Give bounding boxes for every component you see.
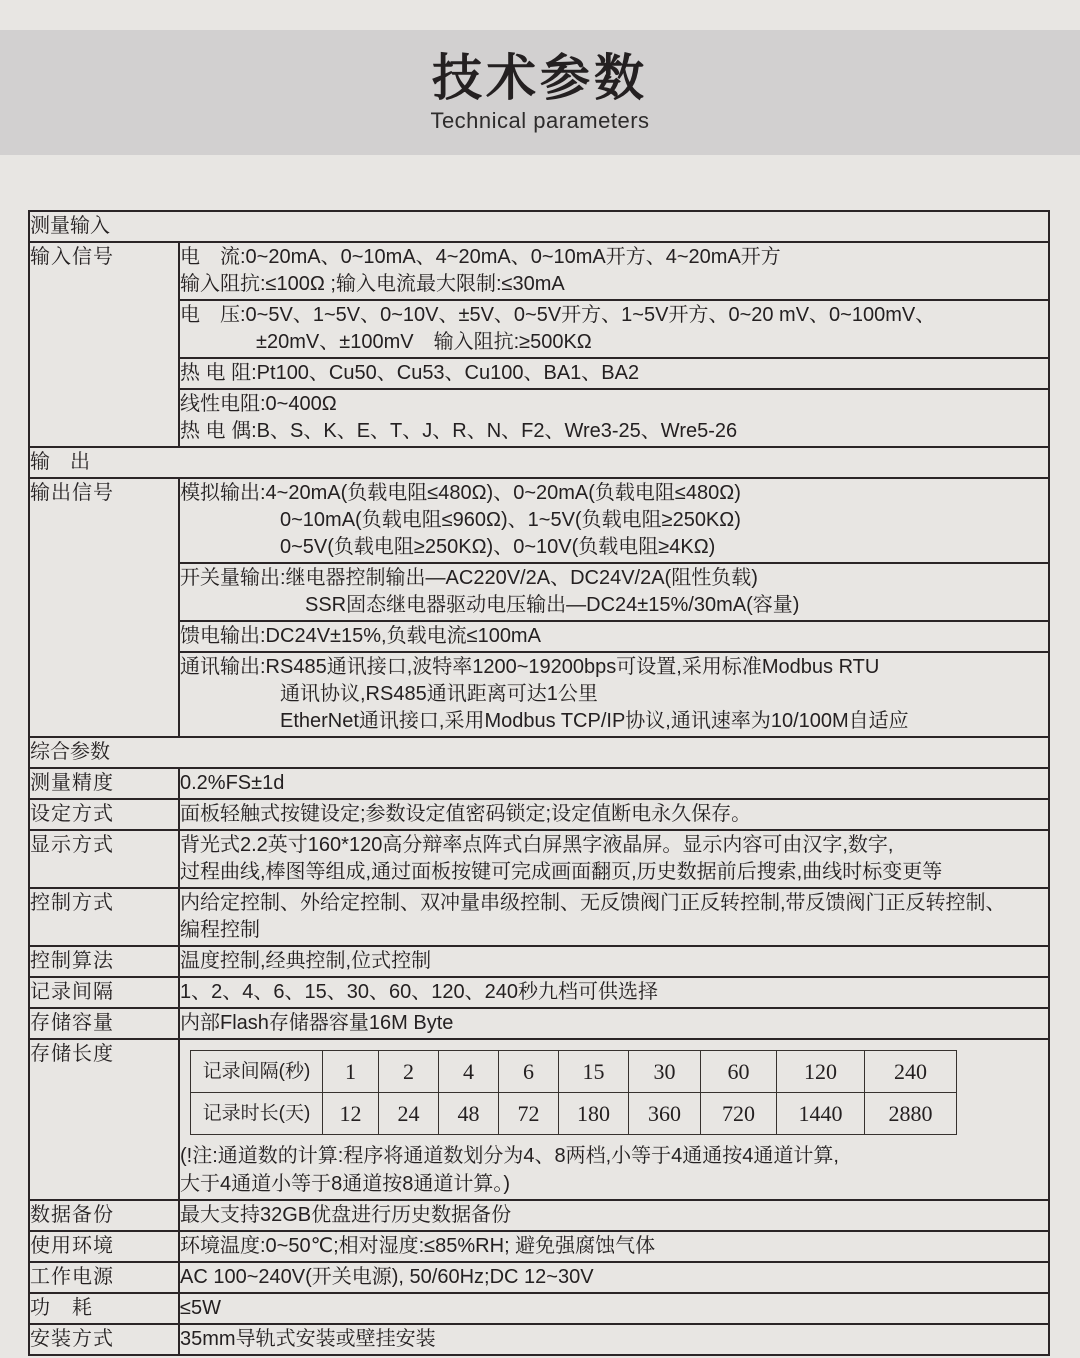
row-storage-capacity (29, 1008, 1049, 1039)
row-input-voltage (29, 300, 1049, 358)
storage-duration-row (191, 1093, 957, 1135)
cell-control-algo (179, 946, 1049, 977)
row-label-backup: 数据备份 (29, 1200, 179, 1231)
row-label-storage-length: 存储长度 (29, 1039, 179, 1200)
row-label-consumption: 功 耗 (29, 1293, 179, 1324)
spec-line-switch-1: 开关量输出:继电器控制输出—AC220V/2A、DC24V/2A(阻性负载) (180, 567, 758, 589)
cell-record-interval (179, 977, 1049, 1008)
row-output-switch (29, 563, 1049, 621)
cell-environment (179, 1231, 1049, 1262)
duration-value: 720 (701, 1093, 777, 1135)
cell-output-switch (179, 563, 1049, 621)
cell-accuracy (179, 768, 1049, 799)
interval-value: 4 (439, 1051, 499, 1093)
interval-value: 2 (379, 1051, 439, 1093)
row-label-display: 显示方式 (29, 830, 179, 888)
duration-value: 1440 (777, 1093, 865, 1135)
spec-line-feed: 馈电输出:DC24V±15%,负载电流≤100mA (180, 625, 541, 647)
row-label-record-interval: 记录间隔 (29, 977, 179, 1008)
row-accuracy (29, 768, 1049, 799)
row-label-setting: 设定方式 (29, 799, 179, 830)
cell-mounting (179, 1324, 1049, 1355)
spec-line-control-algo: 温度控制,经典控制,位式控制 (180, 950, 432, 972)
cell-backup (179, 1200, 1049, 1231)
cell-consumption (179, 1293, 1049, 1324)
row-power (29, 1262, 1049, 1293)
spec-line-voltage-cont: ±20mV、±100mV 输入阻抗:≥500KΩ (256, 331, 592, 353)
row-control-mode (29, 888, 1049, 946)
cell-display (179, 830, 1049, 888)
row-mounting (29, 1324, 1049, 1355)
duration-value: 24 (379, 1093, 439, 1135)
spec-line-control-mode-2: 编程控制 (180, 919, 260, 941)
spec-line-analog-2: 0~10mA(负载电阻≤960Ω)、1~5V(负载电阻≥250KΩ) (280, 509, 741, 531)
spec-line-linear-resistance: 线性电阻:0~400Ω (180, 393, 337, 415)
section-header-output: 输 出 (29, 447, 1049, 478)
storage-interval-row (191, 1051, 957, 1093)
spec-line-backup: 最大支持32GB优盘进行历史数据备份 (180, 1204, 512, 1226)
spec-line-comm-2: 通讯协议,RS485通讯距离可达1公里 (280, 683, 598, 705)
row-storage-length (29, 1039, 1049, 1200)
spec-table (28, 210, 1050, 1356)
row-backup (29, 1200, 1049, 1231)
row-label-storage-capacity: 存储容量 (29, 1008, 179, 1039)
row-label-control-mode: 控制方式 (29, 888, 179, 946)
cell-output-comm (179, 652, 1049, 737)
spec-line-comm-1: 通讯输出:RS485通讯接口,波特率1200~19200bps可设置,采用标准Modbus RTU (180, 656, 880, 678)
storage-duration-label: 记录时长(天) (191, 1093, 323, 1135)
section-header-measure-input: 测量输入 (29, 211, 1049, 242)
cell-storage-length (179, 1039, 1049, 1200)
spec-line-analog-3: 0~5V(负载电阻≥250KΩ)、0~10V(负载电阻≥4KΩ) (280, 536, 716, 558)
storage-interval-label: 记录间隔(秒) (191, 1051, 323, 1093)
cell-input-current (179, 242, 1049, 300)
title-banner (0, 30, 1080, 155)
cell-control-mode (179, 888, 1049, 946)
cell-setting (179, 799, 1049, 830)
duration-value: 180 (559, 1093, 629, 1135)
spec-line-thermocouple: 热 电 偶:B、S、K、E、T、J、R、N、F2、Wre3-25、Wre5-26 (180, 420, 738, 442)
spec-line-display-1: 背光式2.2英寸160*120高分辩率点阵式白屏黑字液晶屏。显示内容可由汉字,数字, (180, 834, 894, 856)
row-label-accuracy: 测量精度 (29, 768, 179, 799)
row-input-linear-tc (29, 389, 1049, 447)
section-row-measure-input (29, 211, 1049, 242)
interval-value: 60 (701, 1051, 777, 1093)
spec-line-record-interval: 1、2、4、6、15、30、60、120、240秒九档可供选择 (180, 981, 658, 1003)
interval-value: 15 (559, 1051, 629, 1093)
spec-line-storage-capacity: 内部Flash存储器容量16M Byte (180, 1012, 454, 1034)
row-label-output-signal: 输出信号 (29, 478, 179, 737)
row-consumption (29, 1293, 1049, 1324)
row-output-analog (29, 478, 1049, 563)
duration-value: 72 (499, 1093, 559, 1135)
duration-value: 48 (439, 1093, 499, 1135)
cell-input-rtd (179, 358, 1049, 389)
interval-value: 30 (629, 1051, 701, 1093)
duration-value: 360 (629, 1093, 701, 1135)
duration-value: 2880 (865, 1093, 957, 1135)
row-input-rtd (29, 358, 1049, 389)
row-label-control-algo: 控制算法 (29, 946, 179, 977)
row-output-feed (29, 621, 1049, 652)
spec-line-current-impedance: 输入阻抗:≤100Ω ;输入电流最大限制:≤30mA (180, 273, 565, 295)
interval-value: 120 (777, 1051, 865, 1093)
spec-line-mounting: 35mm导轨式安装或壁挂安装 (180, 1328, 436, 1350)
row-setting (29, 799, 1049, 830)
page-title: 技术参数 (432, 50, 648, 106)
spec-line-environment: 环境温度:0~50℃;相对湿度:≤85%RH; 避免强腐蚀气体 (180, 1235, 656, 1257)
spec-line-rtd: 热 电 阻:Pt100、Cu50、Cu53、Cu100、BA1、BA2 (180, 362, 640, 384)
section-row-general (29, 737, 1049, 768)
interval-value: 6 (499, 1051, 559, 1093)
storage-length-table (190, 1050, 957, 1135)
storage-note-line-1: (!注:通道数的计算:程序将通道数划分为4、8两档,小等于4通通按4通道计算, (180, 1145, 839, 1167)
cell-storage-capacity (179, 1008, 1049, 1039)
spec-line-current: 电 流:0~20mA、0~10mA、4~20mA、0~10mA开方、4~20mA开方 (180, 246, 781, 268)
row-display (29, 830, 1049, 888)
row-record-interval (29, 977, 1049, 1008)
page-subtitle: Technical parameters (430, 108, 650, 133)
storage-note-line-2: 大于4通道小等于8通道按8通道计算。) (180, 1173, 511, 1195)
spec-line-control-mode-1: 内给定控制、外给定控制、双冲量串级控制、无反馈阀门正反转控制,带反馈阀门正反转控制、 (180, 892, 1006, 914)
cell-input-linear-tc (179, 389, 1049, 447)
spec-line-setting: 面板轻触式按键设定;参数设定值密码锁定;设定值断电永久保存。 (180, 803, 752, 825)
cell-output-feed (179, 621, 1049, 652)
spec-line-switch-2: SSR固态继电器驱动电压输出—DC24±15%/30mA(容量) (305, 594, 800, 616)
cell-output-analog (179, 478, 1049, 563)
duration-value: 12 (323, 1093, 379, 1135)
spec-line-analog-1: 模拟输出:4~20mA(负载电阻≤480Ω)、0~20mA(负载电阻≤480Ω) (180, 482, 741, 504)
spec-line-display-2: 过程曲线,棒图等组成,通过面板按键可完成画面翻页,历史数据前后搜索,曲线时标变更等 (180, 861, 943, 883)
section-row-output (29, 447, 1049, 478)
row-input-signal (29, 242, 1049, 300)
row-label-environment: 使用环境 (29, 1231, 179, 1262)
interval-value: 240 (865, 1051, 957, 1093)
row-label-input-signal: 输入信号 (29, 242, 179, 447)
section-header-general: 综合参数 (29, 737, 1049, 768)
spec-line-accuracy: 0.2%FS±1d (180, 772, 285, 794)
row-control-algo (29, 946, 1049, 977)
spec-line-consumption: ≤5W (180, 1297, 221, 1319)
cell-input-voltage (179, 300, 1049, 358)
row-environment (29, 1231, 1049, 1262)
row-label-mounting: 安装方式 (29, 1324, 179, 1355)
row-label-power: 工作电源 (29, 1262, 179, 1293)
interval-value: 1 (323, 1051, 379, 1093)
spec-line-power: AC 100~240V(开关电源), 50/60Hz;DC 12~30V (180, 1266, 594, 1288)
spec-line-comm-3: EtherNet通讯接口,采用Modbus TCP/IP协议,通讯速率为10/100M自适应 (280, 710, 909, 732)
cell-power (179, 1262, 1049, 1293)
spec-line-voltage: 电 压:0~5V、1~5V、0~10V、±5V、0~5V开方、1~5V开方、0~20 mV、0~100mV、 (180, 304, 936, 326)
row-output-comm (29, 652, 1049, 737)
